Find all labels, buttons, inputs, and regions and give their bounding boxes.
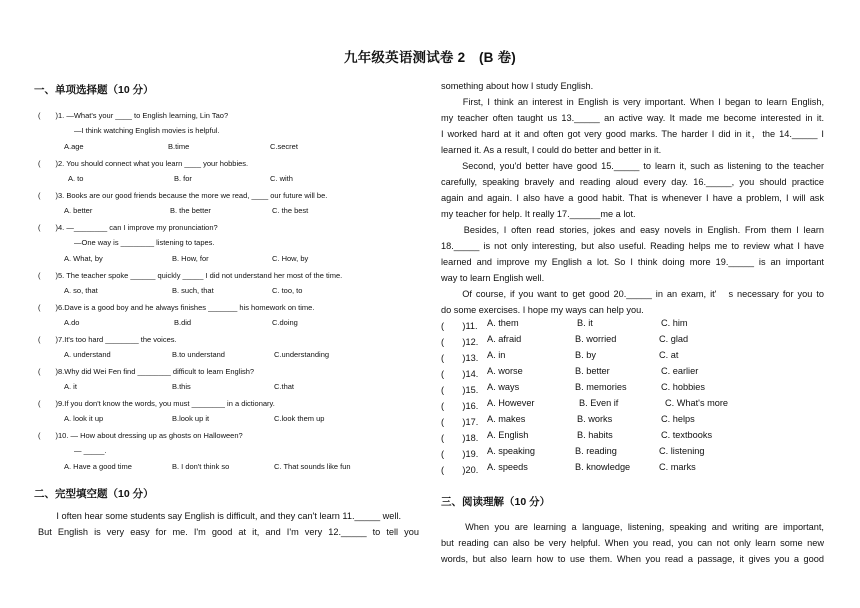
passage-line: but reading can also be very helpful. When you read, you can not only learn some new bbox=[441, 538, 824, 548]
passage-line: I worked hard at it and often got very good marks. The harder I did in it，the 14._____ I bbox=[441, 129, 824, 139]
option-a: A. speeds bbox=[487, 462, 528, 472]
question-sub: —I think watching English movies is helpful. bbox=[74, 126, 220, 135]
option-b: B. knowledge bbox=[575, 462, 631, 472]
option-a: A. What, by bbox=[64, 254, 103, 263]
passage-line: Besides, I often read stories, jokes and easy novels in English. From them I learn bbox=[441, 225, 824, 235]
section-2-heading: 二、完型填空题（10 分） bbox=[34, 488, 154, 500]
cloze-passage-right bbox=[441, 78, 824, 318]
option-c: C. That sounds like fun bbox=[274, 462, 351, 471]
option-c: C. How, by bbox=[272, 254, 309, 263]
question-stem: ( )3. Books are our good friends because the more we read, ____ our future will be. bbox=[38, 191, 328, 200]
option-b: B. Even if bbox=[579, 398, 619, 408]
option-c: C. glad bbox=[659, 334, 689, 344]
passage-line: Second, you'd better have good 15._____ to learn it, such as listening to the teacher bbox=[441, 161, 824, 171]
option-a: A. afraid bbox=[487, 334, 522, 344]
passage-line: again and again. I also have a good habit. That is whenever I have a problem, I will ask bbox=[441, 193, 824, 203]
option-b: B. worried bbox=[575, 334, 617, 344]
question-stem: ( )2. You should connect what you learn ____ your hobbies. bbox=[38, 159, 249, 168]
option-a: A. ways bbox=[487, 382, 520, 392]
option-c: C.secret bbox=[270, 142, 298, 151]
option-b: B. I don't think so bbox=[172, 462, 230, 471]
option-b: B. it bbox=[577, 318, 593, 328]
choice-number: ( )18. bbox=[441, 433, 479, 443]
section-1-heading: 一、单项选择题（10 分） bbox=[34, 84, 154, 96]
question-stem: ( )6.Dave is a good boy and he always finishes _______ his homework on time. bbox=[38, 303, 315, 312]
option-c: C. him bbox=[661, 318, 688, 328]
passage-line: my teacher often taught us 13._____ an active way. It made me become interested in it. bbox=[441, 113, 824, 123]
passage-line: First, I think an interest in English is very important. When I began to learn English, bbox=[441, 97, 824, 107]
option-a: A. to bbox=[68, 174, 84, 183]
passage-line: I often hear some students say English is difficult, and they can't learn 11._____ well. bbox=[38, 511, 401, 521]
passage-line: But English is very easy for me. I'm good at it, and I'm very 12._____ to tell you bbox=[38, 527, 419, 537]
question-sub: —One way is ________ listening to tapes. bbox=[74, 238, 215, 247]
option-a: A.do bbox=[64, 318, 80, 327]
option-a: A. look it up bbox=[64, 414, 104, 423]
question-stem: ( )1. —What's your ____ to English learning, Lin Tao? bbox=[38, 111, 229, 120]
option-c: C. the best bbox=[272, 206, 309, 215]
option-c: C. marks bbox=[659, 462, 696, 472]
option-b: B.time bbox=[168, 142, 190, 151]
option-c: C.look them up bbox=[274, 414, 325, 423]
passage-line: carefully, speaking bravely and reading aloud every day. 16._____, you should practice bbox=[441, 177, 824, 187]
option-b: B. How, for bbox=[172, 254, 209, 263]
option-a: A. it bbox=[64, 382, 77, 391]
option-b: B. memories bbox=[575, 382, 627, 392]
passage-line: Of course, if you want to get good 20._____ in an exam, it' s necessary for you to bbox=[441, 289, 824, 299]
option-c: C.understanding bbox=[274, 350, 330, 359]
choice-number: ( )14. bbox=[441, 369, 479, 379]
choice-number: ( )12. bbox=[441, 337, 479, 347]
option-c: C.doing bbox=[272, 318, 298, 327]
option-c: C. What's more bbox=[665, 398, 729, 408]
option-c: C.that bbox=[274, 382, 295, 391]
choice-number: ( )13. bbox=[441, 353, 479, 363]
choice-number: ( )11. bbox=[441, 321, 478, 331]
question-stem: ( )7.It's too hard ________ the voices. bbox=[38, 335, 177, 344]
choice-number: ( )15. bbox=[441, 385, 479, 395]
choice-number: ( )16. bbox=[441, 401, 479, 411]
passage-line: way to learn English well. bbox=[441, 273, 545, 283]
option-a: A. better bbox=[64, 206, 93, 215]
option-a: A. English bbox=[487, 430, 529, 440]
option-b: B. the better bbox=[170, 206, 211, 215]
passage-line: do some exercises. I hope my ways can help you. bbox=[441, 305, 644, 315]
question-stem: ( )4. —________ can I improve my pronunciation? bbox=[38, 223, 218, 232]
passage-line: When you are learning a language, listening, speaking and writing are important, bbox=[441, 522, 824, 532]
option-b: B. by bbox=[575, 350, 596, 360]
option-a: A. Have a good time bbox=[64, 462, 132, 471]
option-a: A. them bbox=[487, 318, 519, 328]
passage-line: 18._____ is not only interesting, but also useful. Reading helps me to review what I have bbox=[441, 241, 824, 251]
option-a: A. speaking bbox=[487, 446, 536, 456]
option-a: A. However bbox=[487, 398, 535, 408]
question-stem: ( )8.Why did Wei Fen find ________ difficult to learn English? bbox=[38, 367, 255, 376]
option-b: B. reading bbox=[575, 446, 617, 456]
option-b: B. works bbox=[577, 414, 613, 424]
choice-number: ( )17. bbox=[441, 417, 479, 427]
option-c: C. textbooks bbox=[661, 430, 713, 440]
passage-line: learned and improve my English a lot. So I think doing more 19._____ is an important bbox=[441, 257, 824, 267]
question-stem: ( )9.If you don't know the words, you must ________ in a dictionary. bbox=[38, 399, 275, 408]
option-c: C. hobbies bbox=[661, 382, 705, 392]
choice-number: ( )19. bbox=[441, 449, 479, 459]
option-a: A. worse bbox=[487, 366, 523, 376]
option-b: B. habits bbox=[577, 430, 613, 440]
passage-line: my teacher for help. It really 17.______me a lot. bbox=[441, 209, 636, 219]
page-title: 九年级英语测试卷 2 (B 卷) bbox=[344, 50, 516, 65]
option-b: B.to understand bbox=[172, 350, 225, 359]
option-c: C. at bbox=[659, 350, 679, 360]
option-c: C. with bbox=[270, 174, 293, 183]
option-b: B.did bbox=[174, 318, 192, 327]
option-a: A. so, that bbox=[64, 286, 98, 295]
option-b: B. better bbox=[575, 366, 610, 376]
option-b: B. for bbox=[174, 174, 192, 183]
cloze-passage-left bbox=[38, 508, 419, 540]
option-a: A. makes bbox=[487, 414, 526, 424]
passage-line: words, but also learn how to use them. When you read a passage, it gives you a good bbox=[441, 554, 824, 564]
option-c: C. too, to bbox=[272, 286, 303, 295]
question-stem: ( )5. The teacher spoke ______ quickly _____ I did not understand her most of the time. bbox=[38, 271, 343, 280]
option-c: C. earlier bbox=[661, 366, 699, 376]
option-c: C. helps bbox=[661, 414, 695, 424]
question-stem: ( )10. — How about dressing up as ghosts on Halloween? bbox=[38, 431, 243, 440]
option-c: C. listening bbox=[659, 446, 705, 456]
choice-number: ( )20. bbox=[441, 465, 479, 475]
passage-line: something about how I study English. bbox=[441, 81, 594, 91]
option-a: A. understand bbox=[64, 350, 111, 359]
option-a: A.age bbox=[64, 142, 84, 151]
option-b: B. such, that bbox=[172, 286, 214, 295]
reading-passage bbox=[441, 519, 824, 567]
option-a: A. in bbox=[487, 350, 506, 360]
section-3-heading: 三、阅读理解（10 分） bbox=[441, 496, 551, 508]
passage-line: learned it. As a result, I could do better and better in it. bbox=[441, 145, 662, 155]
question-sub: — _____. bbox=[74, 446, 107, 455]
option-b: B.look up it bbox=[172, 414, 210, 423]
option-b: B.this bbox=[172, 382, 191, 391]
